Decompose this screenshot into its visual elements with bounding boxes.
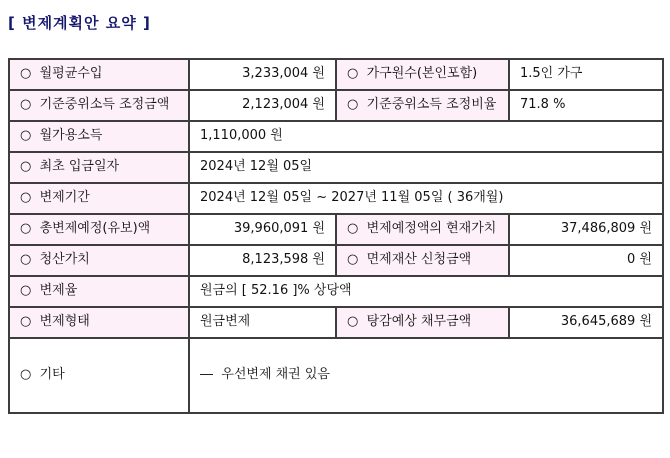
row-label-cell: ○ 총변제예정(유보)액 xyxy=(9,214,189,245)
row-value-cell: 2024년 12월 05일 ~ 2027년 11월 05일 ( 36개월) xyxy=(189,183,663,214)
row-value-cell: 3,233,004 원 xyxy=(189,59,336,90)
row-label-cell: ○ 기타 xyxy=(9,338,189,413)
row-label-cell: ○ 변제형태 xyxy=(9,307,189,338)
row-value-cell: 원금변제 xyxy=(189,307,336,338)
row-value-cell: 1.5인 가구 xyxy=(509,59,663,90)
row-label-cell: ○ 월가용소득 xyxy=(9,121,189,152)
row-value-cell: ― 우선변제 채권 있음 xyxy=(189,338,663,413)
table-row xyxy=(9,276,663,307)
table-row xyxy=(9,307,663,338)
row-label-cell: ○ 탕감예상 채무금액 xyxy=(336,307,509,338)
table-row xyxy=(9,245,663,276)
repayment-summary-table xyxy=(8,58,664,414)
row-label-cell: ○ 청산가치 xyxy=(9,245,189,276)
row-value-cell: 원금의 [ 52.16 ]% 상당액 xyxy=(189,276,663,307)
row-label-cell: ○ 변제예정액의 현재가치 xyxy=(336,214,509,245)
summary-table-body xyxy=(9,59,663,413)
row-label-cell: ○ 기준중위소득 조정금액 xyxy=(9,90,189,121)
table-row xyxy=(9,90,663,121)
table-row xyxy=(9,214,663,245)
row-value-cell: 36,645,689 원 xyxy=(509,307,663,338)
row-value-cell: 1,110,000 원 xyxy=(189,121,663,152)
page-title: [ 변제계획안 요약 ] xyxy=(8,14,151,32)
row-label-cell: ○ 월평균수입 xyxy=(9,59,189,90)
row-value-cell: 8,123,598 원 xyxy=(189,245,336,276)
row-label-cell: ○ 최초 입금일자 xyxy=(9,152,189,183)
table-row xyxy=(9,59,663,90)
row-value-cell: 2024년 12월 05일 xyxy=(189,152,663,183)
row-label-cell: ○ 변제기간 xyxy=(9,183,189,214)
table-row xyxy=(9,183,663,214)
row-label-cell: ○ 면제재산 신청금액 xyxy=(336,245,509,276)
table-row xyxy=(9,338,663,413)
row-value-cell: 37,486,809 원 xyxy=(509,214,663,245)
table-row xyxy=(9,121,663,152)
row-value-cell: 39,960,091 원 xyxy=(189,214,336,245)
row-label-cell: ○ 기준중위소득 조정비율 xyxy=(336,90,509,121)
table-row xyxy=(9,152,663,183)
row-value-cell: 2,123,004 원 xyxy=(189,90,336,121)
row-label-cell: ○ 가구원수(본인포함) xyxy=(336,59,509,90)
row-value-cell: 0 원 xyxy=(509,245,663,276)
row-value-cell: 71.8 % xyxy=(509,90,663,121)
row-label-cell: ○ 변제율 xyxy=(9,276,189,307)
